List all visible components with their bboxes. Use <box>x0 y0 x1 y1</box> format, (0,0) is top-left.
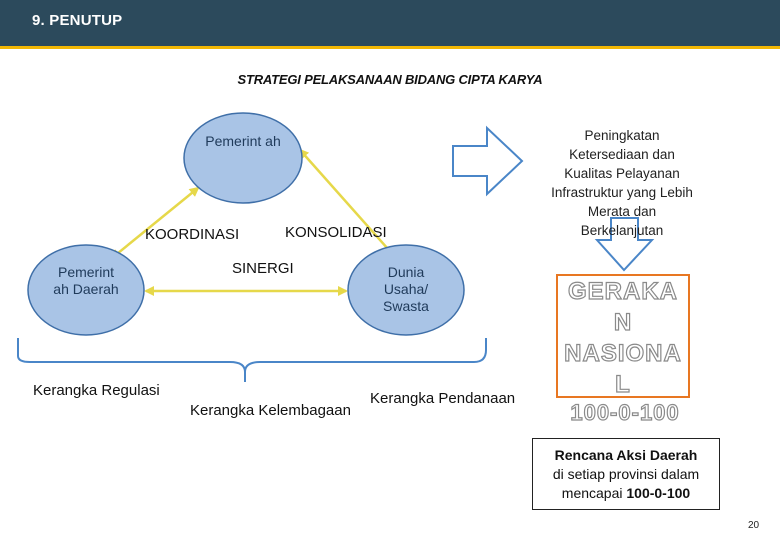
outcome-text: Peningkatan Ketersediaan dan Kualitas Pelayanan Infrastruktur yang Lebih Merata dan Berkelanjutan <box>551 128 693 238</box>
edge-label-sinergi: SINERGI <box>232 260 294 277</box>
frameworks-bracket <box>18 338 486 382</box>
slide-section-title: 9. PENUTUP <box>32 12 123 29</box>
framework-pendanaan: Kerangka Pendanaan <box>370 390 516 407</box>
edge-label-koordinasi: KOORDINASI <box>145 226 240 243</box>
outcome-arrow <box>453 128 522 194</box>
diagram-heading: STRATEGI PELAKSANAAN BIDANG CIPTA KARYA <box>237 72 543 87</box>
node-pemerintah-daerah-label: Pemerint ah Daerah <box>53 264 119 297</box>
gerakan-line-3: NASIONA <box>564 340 682 367</box>
gerakan-line-2: N <box>613 309 633 336</box>
gerakan-nasional-text <box>556 276 690 400</box>
edge-konsolidasi-arrow <box>300 150 396 258</box>
rencana-line-1: di setiap provinsi dalam <box>552 466 700 482</box>
page-number: 20 <box>748 520 760 531</box>
edge-koordinasi-arrow <box>112 188 198 258</box>
rencana-title: Rencana Aksi Daerah <box>554 447 698 463</box>
node-pemerintah-label: Pemerint ah <box>205 133 281 149</box>
gerakan-target: 100-0-100 <box>570 400 680 425</box>
rencana-line-2-prefix: mencapai <box>561 485 623 501</box>
gerakan-line-1: GERAKA <box>567 278 678 305</box>
gerakan-line-4: L <box>615 371 631 398</box>
framework-kelembagaan: Kerangka Kelembagaan <box>190 402 351 419</box>
node-dunia-usaha-label: Dunia Usaha/ Swasta <box>383 264 429 314</box>
node-pemerintah <box>184 113 302 203</box>
rencana-line-2-value: 100-0-100 <box>626 485 691 501</box>
rencana-line-2 <box>533 484 719 503</box>
rencana-aksi-box <box>532 438 720 510</box>
framework-regulasi: Kerangka Regulasi <box>33 382 160 399</box>
edge-label-konsolidasi: KONSOLIDASI <box>285 224 387 241</box>
